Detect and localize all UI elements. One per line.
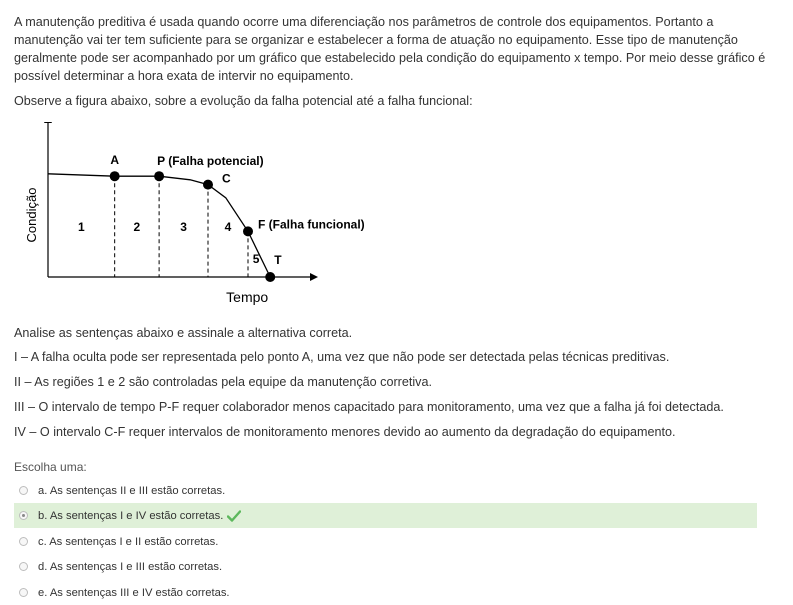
point-3 <box>203 180 213 190</box>
point-1 <box>110 171 120 181</box>
point-2 <box>154 171 164 181</box>
option-b[interactable] <box>14 503 757 528</box>
radio-e[interactable] <box>19 588 28 597</box>
option-a-label: a. As sentenças II e III estão corretas. <box>38 484 226 497</box>
x-axis-label: Tempo <box>226 289 269 305</box>
region-label-3: 3 <box>180 220 187 234</box>
point-4 <box>243 226 253 236</box>
option-d-label: d. As sentenças I e III estão corretas. <box>38 560 223 573</box>
option-d[interactable] <box>14 554 757 579</box>
region-label-1: 1 <box>77 220 85 234</box>
point-label-1: A <box>110 153 120 168</box>
option-c-label: c. As sentenças I e II estão corretas. <box>38 535 219 548</box>
radio-c[interactable] <box>19 537 28 546</box>
choose-label: Escolha uma: <box>14 460 87 474</box>
failure-curve-chart <box>20 122 380 317</box>
radio-a[interactable] <box>19 486 28 495</box>
region-label-5: 5 <box>252 252 260 266</box>
point-label-3: C <box>222 171 231 186</box>
option-e[interactable] <box>14 580 757 605</box>
analise-text: Analise as sentenças abaixo e assinale a alternativa correta. <box>14 326 353 340</box>
intro-text: A manutenção preditiva é usada quando ocorre uma diferenciação nos parâmetros de controle dos equipamentos. Portanto a manutenção vai ter tem suficiente para se organizar e estabelecer a forma de atuação no equipamento. Esse tipo de manutenção geralmente pode ser acompanhado por um gráfico que estabelecido pela condição do equipamento x tempo. Por meio desse gráfico é possível determinar a hora exata de intervir no equipamento. <box>14 15 766 83</box>
option-a[interactable] <box>14 478 757 503</box>
region-label-2: 2 <box>133 220 141 234</box>
observe-text: Observe a figura abaixo, sobre a evolução da falha potencial até a falha funcional: <box>14 94 473 108</box>
point-5 <box>265 272 275 282</box>
point-label-2: P (Falha potencial) <box>157 154 264 169</box>
x-axis-arrow <box>310 273 318 281</box>
region-label-4: 4 <box>224 220 232 234</box>
option-c[interactable] <box>14 529 757 554</box>
option-b-label: b. As sentenças I e IV estão corretas. <box>38 509 224 522</box>
radio-d[interactable] <box>19 562 28 571</box>
statement-4: IV – O intervalo C-F requer intervalos de monitoramento menores devido ao aumento da degradação do equipamento. <box>14 425 676 439</box>
point-label-4: F (Falha funcional) <box>258 217 365 232</box>
checkmark-icon <box>227 510 241 522</box>
radio-b[interactable] <box>19 511 28 520</box>
option-e-label: e. As sentenças III e IV estão corretas. <box>38 586 230 599</box>
statement-3: III – O intervalo de tempo P-F requer colaborador menos capacitado para monitoramento, uma vez que a falha já foi detectada. <box>14 400 724 414</box>
y-axis-arrow <box>44 122 52 123</box>
point-label-5: T <box>274 253 282 267</box>
y-axis-label: Condição <box>24 187 39 243</box>
statement-2: II – As regiões 1 e 2 são controladas pela equipe da manutenção corretiva. <box>14 375 432 389</box>
statement-1: I – A falha oculta pode ser representada pelo ponto A, uma vez que não pode ser detectada pelas técnicas preditivas. <box>14 350 670 364</box>
